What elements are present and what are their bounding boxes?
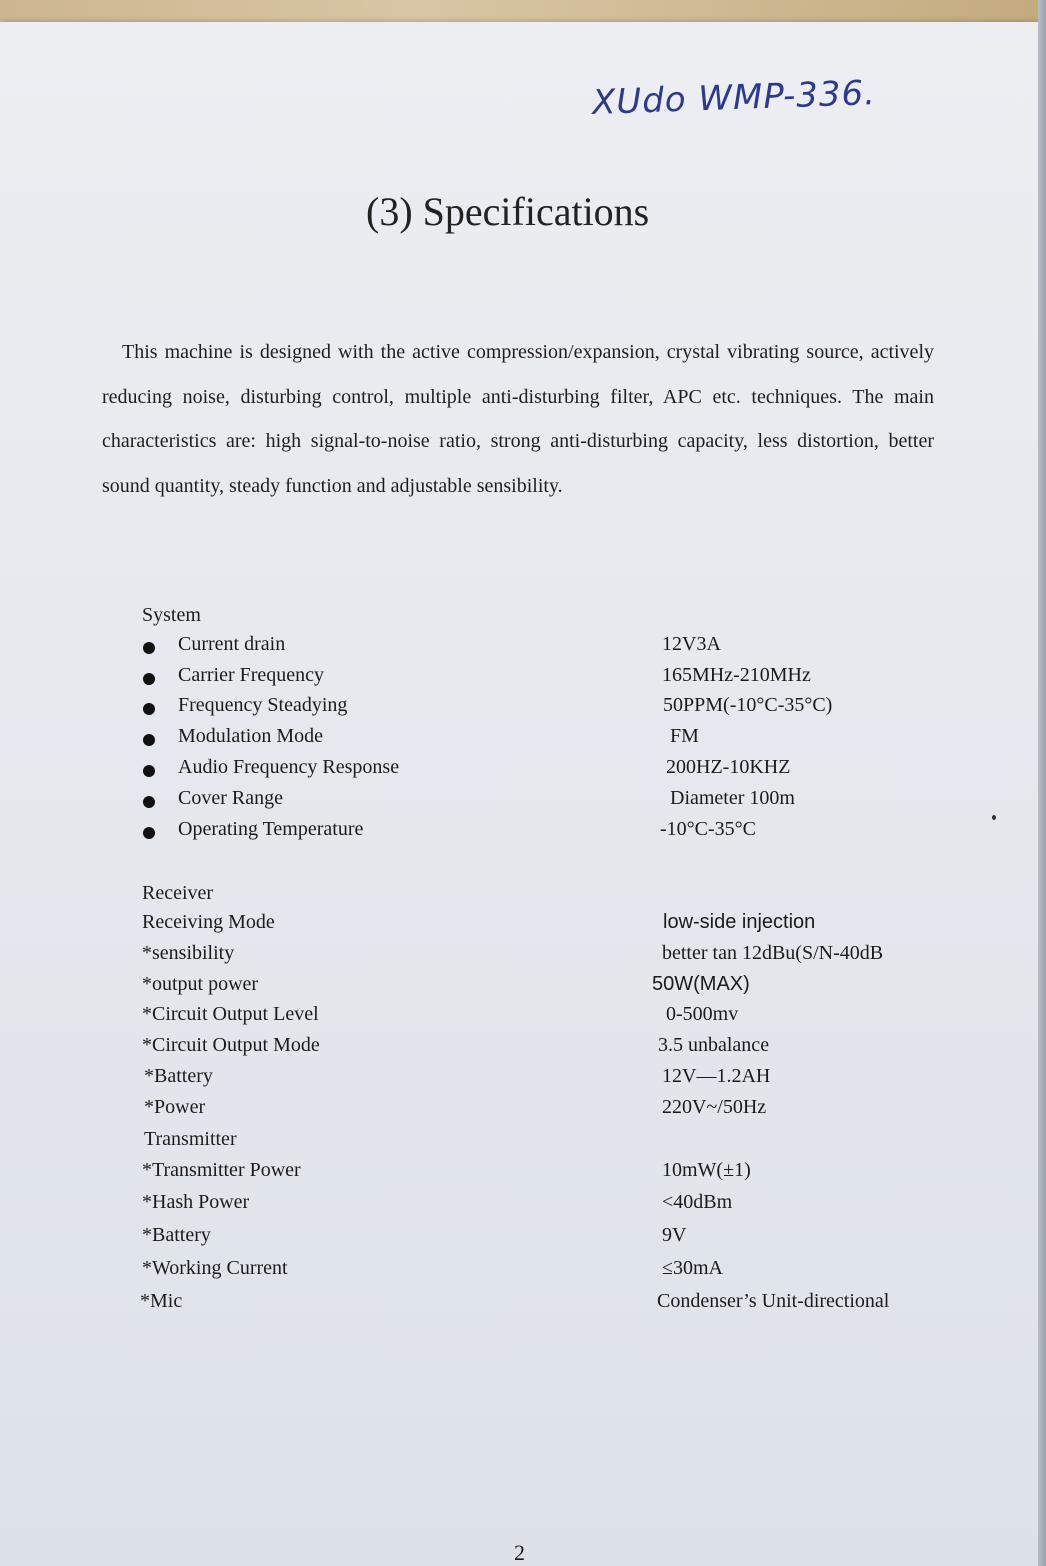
system-row: [0, 756, 1046, 786]
intro-text: This machine is designed with the active compression/expansion, crystal vibrating source, actively reducing noise, disturbing control, multiple anti-disturbing filter, APC etc. techniques. The main characteristics are: high signal-to-noise ratio, strong anti-disturbing capacity, less distortion, better sound quantity, steady function and adjustable sensibility.: [102, 341, 934, 497]
spec-value: 0-500mv: [666, 1003, 739, 1025]
spec-label: *Battery: [142, 1224, 211, 1246]
bullet-icon: [143, 703, 155, 715]
spec-value: 3.5 unbalance: [658, 1034, 770, 1056]
spec-label: Carrier Frequency: [178, 664, 325, 686]
transmitter-row: [0, 1290, 1046, 1320]
bullet-icon: [143, 642, 155, 654]
page-number: 2: [514, 1540, 525, 1565]
spec-label: Current drain: [178, 633, 286, 655]
spec-label: *Working Current: [142, 1257, 288, 1279]
transmitter-row: [0, 1191, 1046, 1221]
stray-mark: [992, 815, 996, 820]
receiver-row: [0, 1034, 1046, 1064]
system-row: [0, 633, 1046, 663]
receiver-row: [0, 942, 1046, 972]
spec-label: *Mic: [140, 1290, 183, 1312]
spec-value: 12V3A: [662, 633, 721, 655]
bullet-icon: [143, 765, 155, 777]
bullet-icon: [143, 734, 155, 746]
spec-value: better tan 12dBu(S/N-40dB: [662, 942, 884, 964]
spec-value: Diameter 100m: [670, 787, 795, 809]
intro-paragraph: [102, 330, 934, 508]
system-row: [0, 664, 1046, 694]
transmitter-row: [0, 1257, 1046, 1287]
receiver-row: [0, 1003, 1046, 1033]
spec-value: Condenser’s Unit-directional: [657, 1290, 890, 1312]
spec-label: Receiving Mode: [142, 911, 275, 933]
handwritten-model-note: XUdo WMP-336.: [591, 73, 877, 123]
transmitter-row: [0, 1159, 1046, 1189]
spec-value: 10mW(±1): [662, 1159, 751, 1181]
spec-value: 50PPM(-10°C-35°C): [663, 694, 833, 716]
spec-value: 220V~/50Hz: [662, 1096, 767, 1118]
receiver-heading: Receiver: [142, 882, 214, 904]
spec-value: 165MHz-210MHz: [662, 664, 811, 686]
spec-value: 50W(MAX): [652, 973, 750, 995]
spec-label: *output power: [142, 973, 259, 995]
spec-value: 200HZ-10KHZ: [666, 756, 791, 778]
spec-value: FM: [670, 725, 699, 747]
spec-value: low-side injection: [663, 911, 816, 933]
spec-label: *Power: [144, 1096, 206, 1118]
transmitter-row: [0, 1224, 1046, 1254]
system-heading: System: [142, 604, 201, 626]
spec-label: Audio Frequency Response: [178, 756, 400, 778]
transmitter-heading: Transmitter: [144, 1128, 237, 1150]
receiver-row: [0, 1065, 1046, 1095]
spec-label: Operating Temperature: [178, 818, 364, 840]
spec-label: *sensibility: [142, 942, 235, 964]
spec-label: *Battery: [144, 1065, 213, 1087]
spec-label: *Hash Power: [142, 1191, 250, 1213]
receiver-row: [0, 973, 1046, 1003]
spec-label: *Circuit Output Level: [142, 1003, 319, 1025]
bullet-icon: [143, 827, 155, 839]
system-row: [0, 725, 1046, 755]
bullet-icon: [143, 796, 155, 808]
receiver-row: [0, 911, 1046, 941]
system-row: [0, 787, 1046, 817]
spec-value: 12V—1.2AH: [662, 1065, 771, 1087]
spec-value: ≤30mA: [662, 1257, 723, 1279]
system-row: [0, 694, 1046, 724]
spec-value: <40dBm: [662, 1191, 733, 1213]
spec-label: Frequency Steadying: [178, 694, 348, 716]
spec-value: 9V: [662, 1224, 687, 1246]
spec-label: *Transmitter Power: [142, 1159, 301, 1181]
bullet-icon: [143, 673, 155, 685]
spec-label: *Circuit Output Mode: [142, 1034, 320, 1056]
system-row: [0, 818, 1046, 848]
receiver-row: [0, 1096, 1046, 1126]
spec-label: Modulation Mode: [178, 725, 323, 747]
spec-label: Cover Range: [178, 787, 283, 809]
page-title: (3) Specifications: [366, 189, 650, 234]
spec-value: -10°C-35°C: [660, 818, 756, 840]
